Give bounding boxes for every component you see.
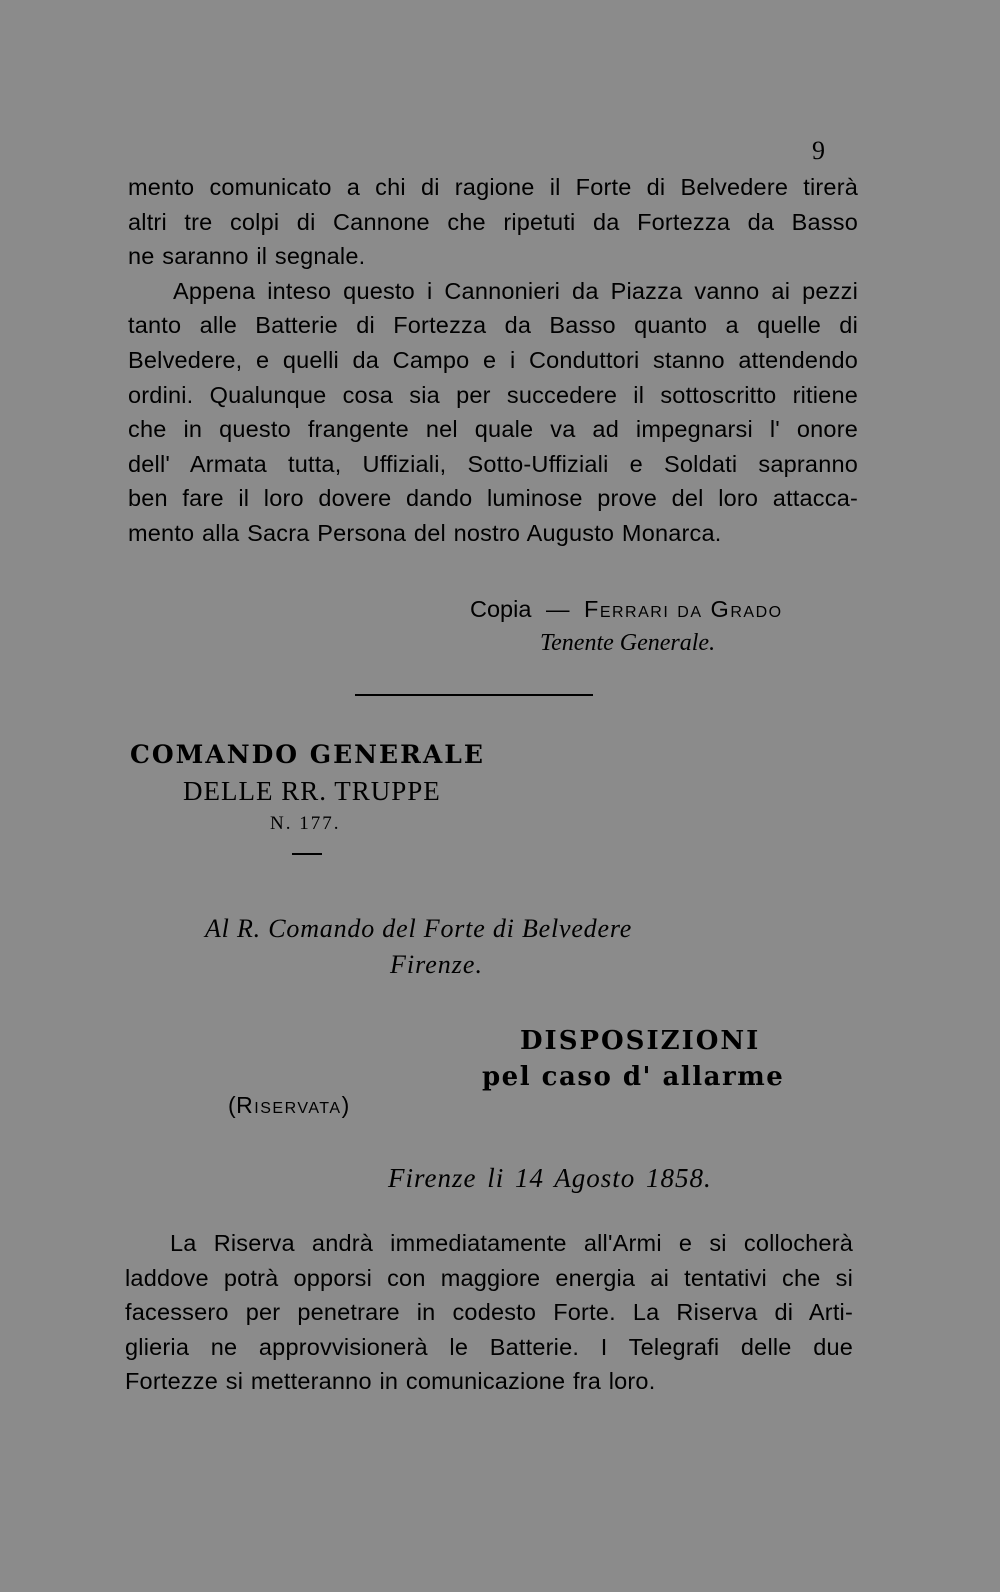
text-line: Belvedere, e quelli da Campo e i Conduttori stanno attendendo [128, 346, 858, 373]
text-line: facessero per penetrare in codesto Forte. La Riserva di Arti- [125, 1299, 853, 1326]
addressee-line: Al R. Comando del Forte di Belvedere [205, 914, 633, 943]
signature-title: Tenente Generale. [540, 630, 716, 656]
reserved-label: (Riservata) [228, 1092, 350, 1118]
text-line: La Riserva andrà immediatamente all'Armi e si collocherà [170, 1230, 853, 1256]
text-line: ne saranno il segnale. [128, 243, 366, 270]
signature-prefix: Copia [470, 596, 532, 622]
command-number: N. 177. [270, 813, 341, 834]
section-divider [355, 694, 593, 696]
text-line: che in questo frangente nel quale va ad impegnarsi l' onore [128, 416, 858, 443]
text-line: ordini. Qualunque cosa sia per succedere il sottoscritto ritiene [128, 381, 858, 408]
command-title: COMANDO GENERALE [130, 740, 485, 769]
signature-dash: — [545, 596, 570, 622]
date-line: Firenze li 14 Agosto 1858. [388, 1163, 712, 1193]
text-line: tanto alle Batterie di Fortezza da Basso quanto a quelle di [128, 312, 858, 339]
dispositions-title: DISPOSIZIONI [520, 1026, 761, 1056]
short-divider [292, 853, 322, 855]
paragraph-2 [125, 1226, 853, 1399]
text-line: mento comunicato a chi di ragione il Forte di Belvedere tirerà [128, 174, 858, 200]
page-number: 9 [812, 136, 825, 165]
text-line: altri tre colpi di Cannone che ripetuti da Fortezza da Basso [128, 208, 858, 235]
text-line: Appena inteso questo i Cannonieri da Piazza vanno ai pezzi [173, 277, 858, 304]
text-line: dell' Armata tutta, Uffiziali, Sotto-Uffiziali e Soldati sapranno [128, 450, 858, 477]
signature-block [470, 592, 783, 660]
reserved-text: Riservata [236, 1092, 342, 1118]
text-line: mento alla Sacra Persona del nostro Augusto Monarca. [128, 519, 722, 546]
text-line: Fortezze si metteranno in comunicazione fra loro. [125, 1368, 656, 1395]
text-line: ben fare il loro dovere dando luminose prove del loro attacca- [128, 485, 858, 512]
dispositions-subtitle: pel caso d' allarme [482, 1062, 785, 1092]
addressee-city: Firenze. [390, 950, 483, 979]
command-subtitle: DELLE RR. TRUPPE [183, 776, 441, 806]
text-line: glieria ne approvvisionerà le Batterie. I Telegrafi delle due [125, 1333, 853, 1360]
paragraph-1 [128, 170, 858, 551]
text-line: laddove potrà opporsi con maggiore energia ai tentativi che si [125, 1264, 853, 1291]
signature-name: Ferrari da Grado [583, 596, 783, 622]
